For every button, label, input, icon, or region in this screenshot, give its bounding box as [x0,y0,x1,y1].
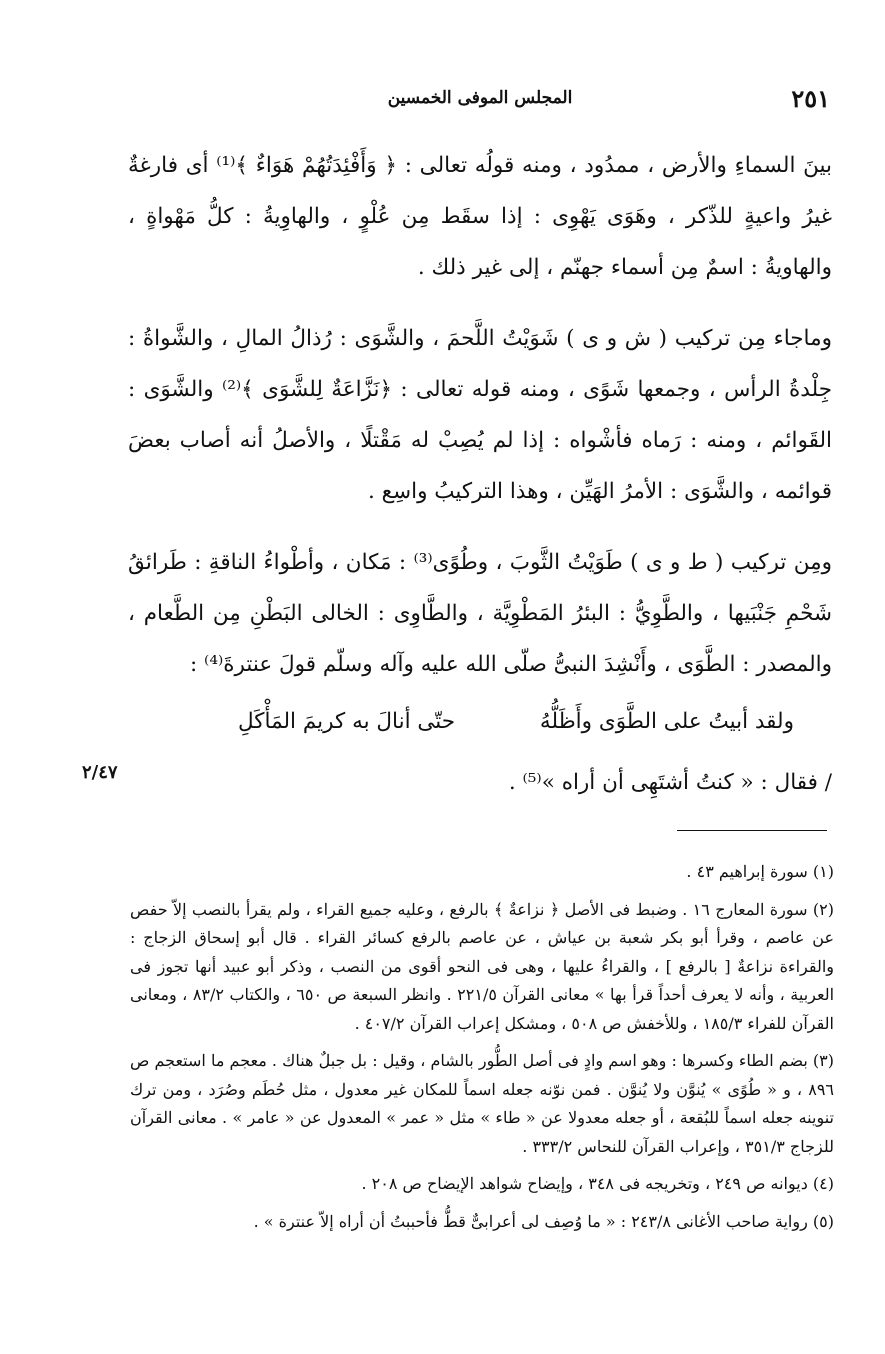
main-text [128,140,832,828]
footnote-divider [677,830,827,831]
verse-second-hemistich: حتّى أنالَ به كريمَ المَأْكَلِ [238,709,456,734]
paragraph-tawa: ومِن تركيب ( ط و ى ) طَوَيْتُ الثَّوبَ ، وطُوًى⁽³⁾ : مَكان ، وأطْواءُ الناقةِ : طَرائقُ شَحْمِ جَنْبَيها ، والطَّوِيُّ : البئرُ المَطْوِيَّة ، والطَّاوِى : الخالى البَطْنِ مِن الطَّعام ، والمصدر : الطَّوَى ، وأَنْشِدَ النبىُّ صلّى الله عليه وآله وسلّم قولَ عنترةَ⁽⁴⁾ : [128,550,833,677]
closing-line: / فقال : « كنتُ أشتَهِى أن أراه »⁽⁵⁾ . [508,770,832,795]
verse-first-hemistich: ولقد أبيتُ على الطَّوَى وأَظَلُّهُ [539,709,794,734]
page-header [130,84,830,114]
poetry-verse [128,696,832,747]
running-title: المجلس الموفى الخمسين [387,88,573,108]
footnote-4: (٤) ديوانه ص ٢٤٩ ، وتخريجه فى ٣٤٨ ، وإيضاح شواهد الإيضاح ص ٢٠٨ . [361,1174,834,1193]
footnote-3: (٣) بضم الطاء وكسرها : وهو اسم وادٍ فى أصل الطُّور بالشام ، وقيل : بل جبلٌ هناك . معجم ما استعجم ص ٨٩٦ ، و « طُوًى » يُنوَّن ولا يُنوَّن . فمن نوّنه جعله اسماً للمكان غير معدول ، مثل حُطَم وصُرَد ، ومن ترك تنوينه جعله اسماً للبُقعة ، أو جعله معدولا عن « طاء » مثل « عمر » المعدول عن « عامر » . معانى القرآن للزجاج ٣٥١/٣ ، وإعراب القرآن للنحاس ٣٣٣/٢ . [130,1051,835,1156]
manuscript-folio-reference: ٢/٤٧ [82,762,118,783]
paragraph-shawa: وماجاء مِن تركيب ( ش و ى ) شَوَيْتُ اللَّحمَ ، والشَّوَى : رُذالُ المالِ ، والشَّواةُ : جِلْدةُ الرأس ، وجمعها شَوًى ، ومنه قوله تعالى : ﴿نَزَّاعَةٌ لِلشَّوَى ﴾⁽²⁾ والشَّوَى : القَوائم ، ومنه : رَماه فأشْواه : إذا لم يُصِبْ له مَقْتلًا ، والأصلُ أنه أصاب بعضَ قوائمه ، والشَّوَى : الأمرُ الهَيِّن ، وهذا التركيبُ واسِع . [128,326,832,504]
footnote-5: (٥) رواية صاحب الأغانى ٢٤٣/٨ : « ما وُصِف لى أعرابىٌّ قطُّ فأحببتُ أن أراه إلاّ عنترة » . [253,1211,834,1231]
page-number: ٢٥١ [791,84,830,113]
footnote-1: (١) سورة إبراهيم ٤٣ . [686,862,834,881]
footnotes [130,858,834,1245]
paragraph-hawa: بينَ السماءِ والأرض ، ممدُود ، ومنه قولُه تعالى : ﴿ وَأَفْئِدَتُهُمْ هَوَاءٌ ﴾⁽¹⁾ أى فارغةٌ غيرُ واعيةٍ للذّكر ، وهَوَى يَهْوِى : إذا سقَط مِن عُلْوٍ ، والهاوِيةُ : كلُّ مَهْواةٍ ، والهاويةُ : اسمٌ مِن أسماء جهنّم ، إلى غير ذلك . [128,153,832,280]
footnote-2: (٢) سورة المعارج ١٦ . وضبط فى الأصل ﴿ نزاعةٌ ﴾ بالرفع ، وعليه جميع القراء ، ولم يقرأ بالنصب إلاّ حفص عن عاصم ، وقرأ أبو بكر شعبة بن عياش ، عن عاصم بالرفع كسائر القراء . قال أبو إسحاق الزجاج : والقراءة نزاعةٌ [ بالرفع ] ، والقراءُ عليها ، وهى فى النحو أقوى من النصب ، وذكر أبو عبيد أنها تجوز فى العربية ، وأنه لا يعرف أحداً قرأ بها » معانى القرآن ٢٢١/٥ . وانظر السبعة ص ٦٥٠ ، والكتاب ٨٣/٢ ، ومعانى القرآن للفراء ١٨٥/٣ ، وللأخفش ص ٥٠٨ ، ومشكل إعراب القرآن ٤٠٧/٢ . [130,899,835,1033]
